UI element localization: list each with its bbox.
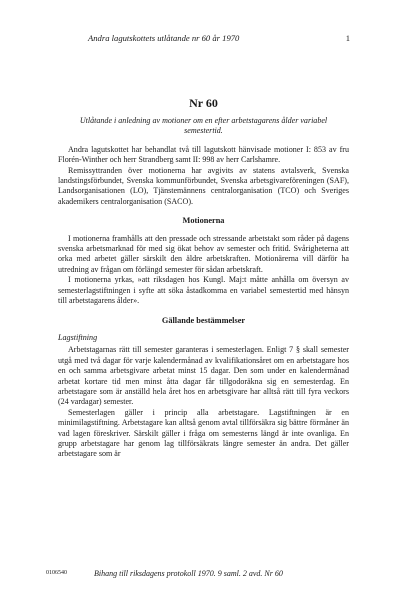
print-code: 0106540: [46, 570, 67, 576]
running-title: Andra lagutskottets utlåtande nr 60 år 1970: [88, 33, 240, 43]
section-heading: Gällande bestämmelser: [161, 315, 246, 325]
document-subtitle: Utlåtande i anledning av motioner om en efter arbetstagarens ålder variabel semestertid.: [79, 116, 328, 136]
running-header: [58, 33, 350, 45]
section-paragraph: Arbetstagarnas rätt till semester garanteras i semesterlagen. Enligt 7 § skall semester utgå med två dagar för varje kalendermånad av kvalifikationsåret om en arbetstagare hos en och samma arbetsgivare arbetat minst 15 dagar. Den som under en kalendermånad arbetat kortare tid men minst åtta dagar får tillgodoräkna sig en semesterdag. En arbetstagare som är anställd hela året hos en arbetsgivare har alltså rätt till fyra veckors (24 vardagar) semester.: [58, 345, 349, 407]
intro-paragraph: Remissyttranden över motionerna har avgivits av statens avtalsverk, Svenska landstingsförbundet, Svenska kommunförbundet, Svenska arbetsgivareföreningen (SAF), Landsorganisationen (LO), Tjänstemännens centralorganisation (TCO) och Sveriges akademikers centralorganisation (SACO).: [58, 165, 349, 206]
section-paragraph: I motionerna framhålls att den pressade och stressande arbetstakt som råder på dagens svenska arbetsmarknad för med sig ökat behov av semester och fritid. Svårigheterna att orka med arbetet gäller särskilt den äldre arbetskraften. Motionärerna vill därför ha utredning av frågan om förlängd semester för sådan arbetskraft.: [58, 233, 349, 274]
section-paragraph: Semesterlagen gäller i princip alla arbetstagare. Lagstiftningen är en minimilagstiftning. Arbetstagare kan alltså genom avtal tillförsäkra sig bättre förmåner än vad lagen föreskriver. Särskilt gäller i fråga om semesterns längd är inte ovanliga. En grupp arbetstagare har genom lag tillförsäkrats längre semester än andra. Det gäller arbetstagare som är: [58, 407, 349, 459]
document-body: [58, 96, 349, 460]
intro-paragraph: Andra lagutskottet har behandlat två till lagutskott hänvisade motioner I: 853 av fru Florén-Winther och herr Strandberg samt II: 998 av herr Carlshamre.: [58, 144, 349, 165]
document-number: Nr 60: [189, 96, 218, 110]
section-paragraph: I motionerna yrkas, »att riksdagen hos Kungl. Maj:t måtte anhålla om översyn av semesterlagstiftningen i syfte att söka åstadkomma en variabel semestertid med hänsyn till arbetstagarens ålder».: [58, 275, 349, 306]
publication-line: Bihang till riksdagens protokoll 1970. 9 saml. 2 avd. Nr 60: [94, 569, 283, 578]
section-subheading: Lagstiftning: [58, 332, 98, 342]
section-heading: Motionerna: [182, 216, 225, 226]
page-number: 1: [345, 33, 350, 43]
